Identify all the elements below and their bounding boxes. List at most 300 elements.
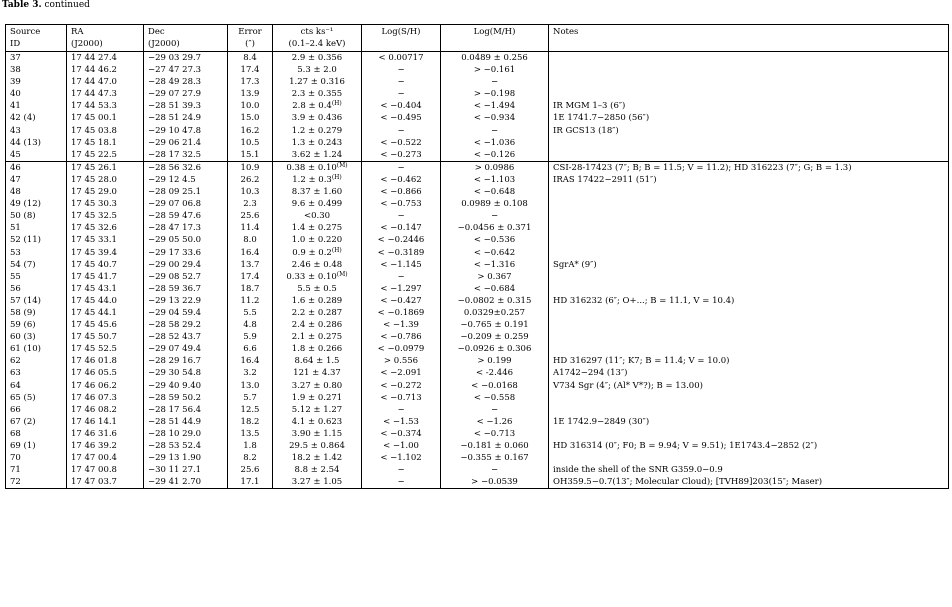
cell-ra: [67, 112, 144, 124]
cell-log-mh: [441, 125, 549, 137]
cell-dec: [144, 404, 228, 416]
cell-ra: [67, 64, 144, 76]
cell-ra-text: 17 44 53.3: [71, 101, 117, 112]
cell-ra-text: 17 44 27.4: [71, 53, 117, 63]
cell-error-text: 11.4: [240, 223, 260, 234]
cell-notes-text: OH359.5−0.7(13″; Molecular Cloud); [TVH89]203(15″; Maser): [553, 477, 823, 488]
cell-log-sh-text: < −0.273: [380, 149, 422, 160]
cell-error: [228, 198, 273, 210]
cell-error-text: 10.3: [240, 187, 260, 198]
cell-cts: [273, 380, 362, 392]
cell-log-sh: [362, 88, 441, 100]
cell-cts: [273, 355, 362, 367]
cell-log-sh-text: < −0.2446: [377, 235, 425, 246]
cell-notes: [549, 464, 949, 476]
cell-cts-text: 4.1 ± 0.623: [291, 416, 343, 427]
cell-log-sh-text: < −0.404: [380, 101, 422, 112]
cell-source-id: [6, 355, 67, 367]
cell-log-mh: [441, 149, 549, 162]
cell-error-text: 12.5: [240, 404, 260, 415]
cell-log-mh: [441, 271, 549, 283]
cell-error: [228, 174, 273, 186]
cell-cts: [273, 174, 362, 186]
cell-error-text: 3.2: [243, 368, 257, 379]
cell-cts-text: 1.9 ± 0.271: [291, 392, 343, 403]
cell-source-id-text: 53: [10, 247, 21, 258]
cell-cts-text: 1.27 ± 0.316: [289, 77, 345, 88]
cell-log-sh-text: < −0.374: [380, 428, 422, 439]
cell-dec-text: −28 53 52.4: [148, 441, 202, 451]
cell-source-id-text: 72: [10, 477, 21, 488]
cell-log-mh-text: < −1.494: [473, 101, 516, 112]
cell-ra-text: 17 46 31.6: [71, 428, 117, 439]
cell-cts: [273, 392, 362, 404]
cell-source-id-text: 71: [10, 465, 21, 476]
cell-error: [228, 161, 273, 174]
cell-notes-text: inside the shell of the SNR G359.0−0.9: [553, 465, 723, 476]
cell-log-mh: [441, 416, 549, 428]
cell-notes: [549, 307, 949, 319]
cell-cts-text: 2.1 ± 0.275: [291, 332, 343, 343]
cell-source-id: [6, 367, 67, 379]
cell-dec-text: −29 40 9.40: [148, 380, 202, 391]
cell-log-sh-text: < −0.462: [380, 174, 422, 185]
cell-error: [228, 319, 273, 331]
cell-log-sh: [362, 295, 441, 307]
cell-dec: [144, 307, 228, 319]
cell-cts: [273, 295, 362, 307]
table-row: [6, 161, 949, 174]
cell-source-id: [6, 198, 67, 210]
cell-log-mh: [441, 476, 549, 489]
cell-log-mh: [441, 247, 549, 259]
cell-notes: [549, 392, 949, 404]
cell-error: [228, 464, 273, 476]
cell-source-id-text: 56: [10, 283, 21, 294]
table-body: [6, 52, 949, 489]
cell-error-text: 6.6: [243, 344, 257, 355]
cell-log-sh-text: −: [397, 89, 405, 100]
cell-log-mh: [441, 392, 549, 404]
cell-error-text: 18.2: [240, 416, 260, 427]
header-blank-sh: [362, 38, 441, 52]
cell-log-sh-text: −: [397, 211, 405, 222]
cell-log-sh-text: −: [397, 404, 405, 415]
cell-cts-text: 8.8 ± 2.54: [294, 465, 340, 476]
cell-dec: [144, 161, 228, 174]
cell-log-mh-text: < −1.26: [476, 416, 513, 427]
cell-source-id: [6, 392, 67, 404]
cell-source-id-text: 69 (1): [10, 441, 36, 451]
cell-log-mh: [441, 343, 549, 355]
cell-error: [228, 271, 273, 283]
cell-cts: [273, 100, 362, 112]
cell-cts: [273, 149, 362, 162]
cell-ra-text: 17 46 08.2: [71, 404, 117, 415]
cell-ra: [67, 416, 144, 428]
cell-ra-text: 17 45 18.1: [71, 137, 117, 148]
cell-log-sh-text: < −0.522: [380, 137, 422, 148]
cell-log-sh: [362, 283, 441, 295]
cell-notes: [549, 222, 949, 234]
cell-log-mh: [441, 76, 549, 88]
cell-error-text: 13.0: [240, 380, 260, 391]
cell-log-mh: [441, 319, 549, 331]
cell-source-id-text: 68: [10, 428, 21, 439]
cell-error: [228, 452, 273, 464]
cell-dec-text: −28 58 29.2: [148, 320, 202, 331]
cell-ra: [67, 259, 144, 271]
cell-notes: [549, 100, 949, 112]
cell-notes: [549, 149, 949, 162]
cell-ra: [67, 210, 144, 222]
cell-cts-text: 9.6 ± 0.499: [291, 199, 343, 210]
cell-ra: [67, 380, 144, 392]
cell-error-text: 1.8: [243, 441, 257, 451]
cell-cts: [273, 416, 362, 428]
cell-error: [228, 112, 273, 124]
cell-notes-text: SgrA* (9″): [553, 259, 597, 270]
cell-source-id: [6, 452, 67, 464]
cell-source-id-text: 63: [10, 368, 21, 379]
cell-source-id-text: 46: [10, 162, 21, 173]
cell-error: [228, 440, 273, 452]
cell-ra: [67, 137, 144, 149]
cell-source-id-text: 61 (10): [10, 344, 41, 355]
table-row: [6, 319, 949, 331]
cell-error: [228, 210, 273, 222]
cell-log-sh: [362, 64, 441, 76]
cell-source-id-text: 43: [10, 125, 21, 136]
cell-log-sh-text: < −0.713: [380, 392, 422, 403]
cell-source-id-text: 37: [10, 53, 21, 63]
cell-log-mh: [441, 259, 549, 271]
cell-source-id-text: 62: [10, 356, 21, 367]
header-log-mh: Log(M/H): [441, 25, 549, 39]
cell-cts: [273, 404, 362, 416]
cell-log-mh: [441, 307, 549, 319]
cell-log-sh-text: −: [397, 162, 405, 173]
cell-dec-text: −29 00 29.4: [148, 259, 202, 270]
cell-source-id: [6, 186, 67, 198]
cell-source-id: [6, 295, 67, 307]
cell-cts-text: 3.27 ± 0.80: [291, 380, 343, 391]
cell-source-id-text: 45: [10, 149, 21, 160]
cell-source-id-text: 51: [10, 223, 21, 234]
cell-log-mh-text: −: [490, 404, 499, 415]
cell-cts: [273, 259, 362, 271]
cell-error-text: 17.1: [240, 477, 260, 488]
cell-log-mh-text: −0.0456 ± 0.371: [457, 223, 532, 234]
cell-cts: [273, 271, 362, 283]
table-row: [6, 416, 949, 428]
cell-cts: [273, 234, 362, 246]
cell-ra-text: 17 47 03.7: [71, 477, 117, 488]
cell-source-id-text: 49 (12): [10, 199, 41, 210]
cell-notes: [549, 137, 949, 149]
cell-source-id: [6, 319, 67, 331]
cell-dec-text: −29 06 21.4: [148, 137, 202, 148]
cell-ra-text: 17 45 44.0: [71, 295, 117, 306]
cell-source-id: [6, 259, 67, 271]
cell-error-text: 11.2: [240, 295, 260, 306]
cell-error-text: 4.8: [243, 320, 257, 331]
cell-cts: [273, 464, 362, 476]
table-row: [6, 392, 949, 404]
cell-ra-text: 17 45 45.6: [71, 320, 117, 331]
cell-log-sh-text: < −1.297: [380, 283, 422, 294]
cell-log-sh-text: < 0.00717: [378, 53, 424, 63]
cell-dec-text: −27 47 27.3: [148, 65, 202, 76]
cell-log-mh: [441, 88, 549, 100]
cell-cts-text: 8.64 ± 1.5: [294, 356, 340, 367]
table-row: [6, 428, 949, 440]
cell-error: [228, 88, 273, 100]
table-row: [6, 476, 949, 489]
cell-log-sh-text: −: [397, 465, 405, 476]
cell-notes: [549, 380, 949, 392]
cell-cts: [273, 343, 362, 355]
cell-ra: [67, 271, 144, 283]
table-label: Table 3.: [2, 0, 42, 10]
cell-ra: [67, 76, 144, 88]
table-row: [6, 222, 949, 234]
cell-source-id: [6, 174, 67, 186]
cell-error-text: 25.6: [240, 211, 260, 222]
cell-ra: [67, 100, 144, 112]
cell-source-id: [6, 404, 67, 416]
cell-log-sh: [362, 52, 441, 65]
cell-source-id-text: 64: [10, 380, 21, 391]
cell-source-id-text: 55: [10, 271, 21, 282]
cell-log-sh-text: −: [397, 77, 405, 88]
cell-cts: [273, 247, 362, 259]
cell-ra: [67, 186, 144, 198]
cell-ra-text: 17 46 01.8: [71, 356, 117, 367]
cell-log-mh: [441, 452, 549, 464]
cell-log-mh-text: < -2.446: [475, 368, 514, 379]
cell-dec: [144, 283, 228, 295]
table-row: [6, 271, 949, 283]
cell-log-mh: [441, 295, 549, 307]
cell-dec-text: −28 17 32.5: [148, 149, 202, 160]
cell-cts: [273, 112, 362, 124]
cell-error-text: 26.2: [240, 174, 260, 185]
cell-error-text: 15.1: [240, 149, 260, 160]
cell-error: [228, 149, 273, 162]
cell-cts-text: 8.37 ± 1.60: [291, 187, 343, 198]
cell-source-id: [6, 343, 67, 355]
table-row: [6, 355, 949, 367]
cell-error-text: 16.2: [240, 125, 260, 136]
cell-log-sh: [362, 307, 441, 319]
cell-ra-text: 17 46 06.2: [71, 380, 117, 391]
cell-cts-flag: (H): [331, 100, 342, 108]
table-row: [6, 440, 949, 452]
cell-ra-text: 17 44 47.0: [71, 77, 117, 88]
cell-source-id: [6, 210, 67, 222]
cell-source-id: [6, 234, 67, 246]
cell-log-sh-text: < −0.3189: [377, 247, 425, 258]
cell-source-id: [6, 161, 67, 174]
cell-log-mh-text: > −0.161: [473, 65, 516, 76]
cell-cts: [273, 125, 362, 137]
cell-log-sh: [362, 76, 441, 88]
cell-log-mh-text: < −1.103: [473, 174, 516, 185]
cell-cts: [273, 186, 362, 198]
cell-log-sh-text: < −0.753: [380, 199, 422, 210]
cell-cts: [273, 210, 362, 222]
cell-cts-text: 2.46 ± 0.48: [291, 259, 343, 270]
cell-log-sh: [362, 174, 441, 186]
cell-log-sh-text: < −1.00: [383, 441, 419, 451]
cell-log-mh: [441, 64, 549, 76]
cell-cts-text: 1.0 ± 0.220: [291, 235, 343, 246]
cell-log-sh-text: < −0.786: [380, 332, 422, 343]
cell-error-text: 13.9: [240, 89, 260, 100]
cell-notes: [549, 416, 949, 428]
cell-notes: [549, 198, 949, 210]
cell-log-mh-text: < −0.642: [473, 247, 516, 258]
cell-source-id: [6, 52, 67, 65]
cell-cts-text: 1.6 ± 0.289: [291, 295, 343, 306]
cell-log-mh: [441, 355, 549, 367]
cell-ra: [67, 125, 144, 137]
cell-notes-text: IR GCS13 (18″): [553, 125, 619, 136]
cell-source-id: [6, 440, 67, 452]
cell-ra: [67, 343, 144, 355]
cell-dec: [144, 247, 228, 259]
cell-ra-text: 17 47 00.8: [71, 465, 117, 476]
cell-error: [228, 355, 273, 367]
cell-dec-text: −29 12 4.5: [148, 174, 196, 185]
cell-ra: [67, 464, 144, 476]
cell-error: [228, 392, 273, 404]
cell-ra: [67, 452, 144, 464]
cell-log-sh-text: < −0.495: [380, 113, 422, 124]
cell-dec: [144, 88, 228, 100]
cell-dec-text: −28 56 32.6: [148, 162, 202, 173]
cell-ra: [67, 283, 144, 295]
cell-source-id-text: 60 (3): [10, 332, 36, 343]
source-table: [5, 24, 949, 489]
cell-error-text: 2.3: [243, 199, 257, 210]
cell-source-id-text: 58 (9): [10, 307, 36, 318]
cell-log-sh-text: < −1.102: [380, 453, 422, 464]
cell-log-mh-text: < −0.934: [473, 113, 516, 124]
cell-ra-text: 17 45 00.1: [71, 113, 117, 124]
cell-dec-text: −28 09 25.1: [148, 187, 202, 198]
header-blank-notes: [549, 38, 949, 52]
cell-dec-text: −28 47 17.3: [148, 223, 202, 234]
cell-source-id-text: 41: [10, 101, 21, 112]
header-row-2: [6, 38, 949, 52]
cell-cts: [273, 52, 362, 65]
cell-dec: [144, 380, 228, 392]
cell-log-mh-text: −0.181 ± 0.060: [460, 441, 529, 451]
cell-log-mh: [441, 174, 549, 186]
cell-log-sh: [362, 476, 441, 489]
cell-notes-text: IRAS 17422−2911 (51″): [553, 174, 657, 185]
cell-cts-text: 29.5 ± 0.864: [289, 441, 345, 451]
cell-dec-text: −28 51 39.3: [148, 101, 202, 112]
cell-error: [228, 476, 273, 489]
table-row: [6, 125, 949, 137]
table-row: [6, 186, 949, 198]
cell-log-mh-text: −0.0802 ± 0.315: [457, 295, 532, 306]
cell-notes: [549, 428, 949, 440]
cell-ra-text: 17 44 46.2: [71, 65, 117, 76]
table-row: [6, 88, 949, 100]
cell-cts: [273, 161, 362, 174]
cell-ra: [67, 367, 144, 379]
cell-log-mh: [441, 112, 549, 124]
cell-log-sh-text: > 0.556: [383, 356, 419, 367]
cell-dec-text: −29 07 49.4: [148, 344, 202, 355]
cell-ra-text: 17 45 03.8: [71, 125, 117, 136]
cell-log-mh: [441, 283, 549, 295]
cell-dec-text: −29 41 2.70: [148, 477, 202, 488]
cell-log-mh-text: < −1.316: [473, 259, 516, 270]
cell-log-mh-text: −: [490, 77, 499, 88]
cell-log-sh-text: < −0.1869: [377, 307, 425, 318]
cell-log-sh-text: −: [397, 271, 405, 282]
cell-dec: [144, 210, 228, 222]
cell-error: [228, 404, 273, 416]
cell-error: [228, 137, 273, 149]
cell-source-id: [6, 476, 67, 489]
cell-error: [228, 380, 273, 392]
header-notes: Notes: [549, 25, 949, 39]
cell-source-id: [6, 64, 67, 76]
cell-dec-text: −29 05 50.0: [148, 235, 202, 246]
cell-log-mh: [441, 186, 549, 198]
cell-error-text: 5.9: [243, 332, 257, 343]
cell-dec-text: −29 13 22.9: [148, 295, 202, 306]
header-id: ID: [6, 38, 67, 52]
cell-log-sh-text: < −0.0979: [377, 344, 425, 355]
cell-cts-text: 18.2 ± 1.42: [291, 453, 343, 464]
cell-dec-text: −28 52 43.7: [148, 332, 202, 343]
cell-ra-text: 17 46 14.1: [71, 416, 117, 427]
cell-error-text: 16.4: [240, 356, 260, 367]
cell-dec: [144, 222, 228, 234]
cell-cts-text: 2.3 ± 0.355: [291, 89, 343, 100]
cell-log-mh: [441, 331, 549, 343]
cell-log-sh-text: < −2.091: [380, 368, 422, 379]
cell-cts-text: 5.5 ± 0.5: [297, 283, 337, 294]
cell-cts: [273, 452, 362, 464]
cell-log-mh: [441, 367, 549, 379]
cell-source-id-text: 70: [10, 453, 21, 464]
table-row: [6, 295, 949, 307]
cell-dec: [144, 319, 228, 331]
table-row: [6, 210, 949, 222]
cell-source-id: [6, 222, 67, 234]
cell-log-sh: [362, 222, 441, 234]
cell-log-sh: [362, 428, 441, 440]
cell-notes: [549, 367, 949, 379]
table-row: [6, 64, 949, 76]
cell-log-mh-text: < −0.648: [473, 187, 516, 198]
cell-log-sh: [362, 137, 441, 149]
cell-log-mh-text: −: [490, 125, 499, 136]
cell-cts-text: <0.30: [303, 211, 331, 222]
cell-log-mh-text: < −0.126: [473, 149, 516, 160]
cell-ra-text: 17 45 50.7: [71, 332, 117, 343]
cell-dec-text: −28 59 50.2: [148, 392, 202, 403]
cell-ra: [67, 428, 144, 440]
